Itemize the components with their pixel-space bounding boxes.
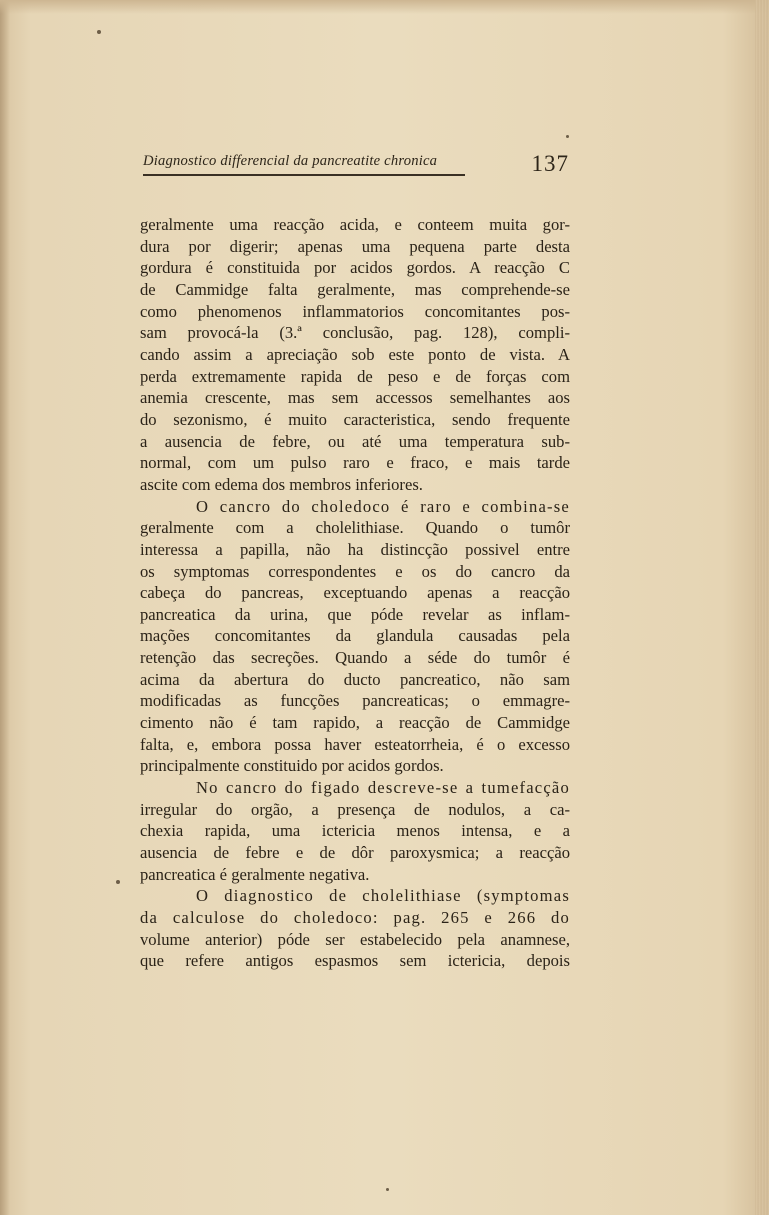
text-line: acima da abertura do ducto pancreatico, não sam: [140, 669, 570, 689]
text-line: como phenomenos inflammatorios concomitantes pos-: [140, 301, 570, 321]
text-line: anemia crescente, mas sem accessos semelhantes aos: [140, 388, 570, 408]
text-line: mações concomitantes da glandula causadas pela: [140, 626, 570, 646]
text-line: da calculose do choledoco: pag. 265 e 266 do: [140, 908, 570, 927]
text-line: dura por digerir; apenas uma pequena parte desta: [140, 236, 570, 256]
paper-speck: [566, 135, 569, 138]
page-number: 137: [531, 151, 569, 176]
text-line: normal, com um pulso raro e fraco, e mais tarde: [140, 453, 570, 473]
text-line: interessa a papilla, não ha distincção possivel entre: [140, 539, 570, 559]
text-line: cando assim a apreciação sob este ponto de vista. A: [140, 344, 570, 364]
text-line: sam provocá-la (3.ª conclusão, pag. 128), compli-: [140, 323, 570, 343]
text-line: cabeça do pancreas, exceptuando apenas a reacção: [140, 583, 570, 603]
body-text: [140, 214, 570, 972]
text-line: chexia rapida, uma ictericia menos intensa, e a: [140, 821, 570, 841]
running-head-title: Diagnostico differencial da pancreatite chronica: [143, 153, 438, 169]
text-line: falta, e, embora possa haver esteatorrheia, é o excesso: [140, 734, 570, 754]
running-head-rule: [143, 174, 465, 176]
text-line: modificadas as funcções pancreaticas; o emmagre-: [140, 691, 570, 711]
text-line: perda extremamente rapida de peso e de forças com: [140, 366, 570, 386]
text-line: do sezonismo, é muito caracteristica, sendo frequente: [140, 409, 570, 429]
paper-speck: [97, 30, 101, 34]
paper-speck: [386, 1188, 389, 1191]
text-line: irregular do orgão, a presença de nodulos, a ca-: [140, 799, 570, 819]
text-line: gordura é constituida por acidos gordos. A reacção C: [140, 258, 570, 278]
text-line: ascite com edema dos membros inferiores.: [140, 474, 423, 494]
text-line: principalmente constituido por acidos gordos.: [140, 756, 444, 776]
text-line: cimento não é tam rapido, a reacção de Cammidge: [140, 713, 570, 733]
text-line: geralmente com a cholelithiase. Quando o tumôr: [140, 518, 570, 538]
text-line: de Cammidge falta geralmente, mas comprehende-se: [140, 279, 570, 299]
text-line: geralmente uma reacção acida, e conteem muita gor-: [140, 215, 570, 234]
text-line: que refere antigos espasmos sem ictericia, depois: [140, 951, 570, 971]
text-line: volume anterior) póde ser estabelecido pela anamnese,: [140, 929, 570, 949]
text-line: O cancro do choledoco é raro e combina-se: [196, 496, 570, 516]
text-line: a ausencia de febre, ou até uma temperatura sub-: [140, 431, 570, 451]
text-line: pancreatica é geralmente negativa.: [140, 864, 370, 884]
page-top-edge: [0, 0, 769, 14]
text-line: retenção das secreções. Quando a séde do tumôr é: [140, 648, 570, 668]
text-line: O diagnostico de cholelithiase (symptomas: [196, 886, 570, 906]
paper-speck: [116, 880, 120, 884]
text-line: No cancro do figado descreve-se a tumefacção: [196, 778, 570, 798]
running-head: [143, 150, 577, 186]
text-line: ausencia de febre e de dôr paroxysmica; a reacção: [140, 843, 570, 863]
text-line: os symptomas correspondentes e os do cancro da: [140, 561, 570, 581]
text-line: pancreatica da urina, que póde revelar as inflam-: [140, 604, 570, 624]
